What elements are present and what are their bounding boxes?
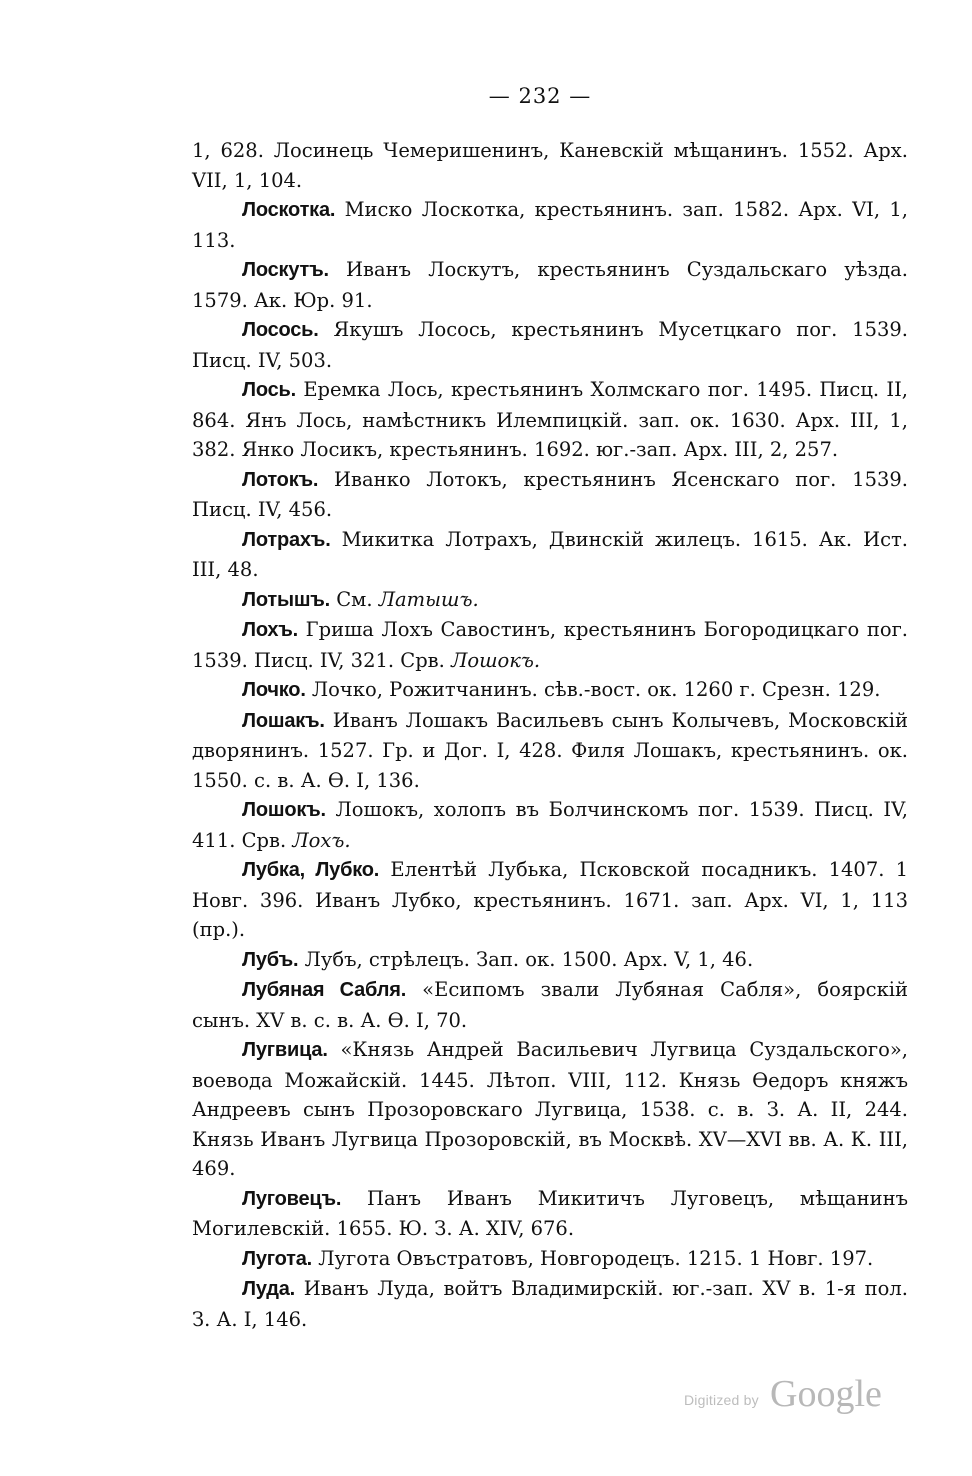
dictionary-entry <box>192 675 908 706</box>
entry-text: Лубъ, стрѣлецъ. Зап. ок. 1500. Арх. V, 1, 46. <box>304 947 754 971</box>
dictionary-entry <box>192 615 908 675</box>
entry-headword: Лошокъ. <box>242 799 326 821</box>
dictionary-entry <box>192 525 908 585</box>
entry-headword: Лубяная Сабля. <box>242 979 407 1001</box>
entry-text: См. <box>336 587 373 611</box>
entry-headword: Лубка, Лубко. <box>242 859 380 881</box>
entry-text: Миско Лоскотка, крестьянинъ. зап. 1582. Арх. VI, 1, 113. <box>192 198 908 252</box>
entry-headword: Луговецъ. <box>242 1187 342 1210</box>
entry-headword: Лохъ. <box>242 619 299 641</box>
digitization-watermark <box>684 1372 904 1422</box>
entry-headword: Лотокъ. <box>242 468 319 491</box>
dictionary-entry <box>192 1184 908 1244</box>
dictionary-entry <box>192 1035 908 1184</box>
dictionary-entry <box>192 255 908 315</box>
entry-headword: Луда. <box>242 1278 296 1300</box>
entry-headword: Лошакъ. <box>242 709 325 732</box>
entry-headword: Лось. <box>242 379 296 401</box>
entry-text: Панъ Иванъ Микитичъ Луговецъ, мѣщанинъ Могилевскій. 1655. Ю. З. А. XIV, 676. <box>192 1186 908 1240</box>
entry-text: Иванко Лотокъ, крестьянинъ Ясенскаго пог. 1539. Писц. IV, 456. <box>192 467 908 521</box>
cross-reference: Лохъ. <box>292 828 351 852</box>
entry-headword: Лугвица. <box>242 1039 328 1061</box>
dictionary-entry <box>192 315 908 375</box>
digitized-by-label: Digitized by <box>684 1392 759 1408</box>
entry-text: Лугота Овъстратовъ, Новгородецъ. 1215. 1 Новг. 197. <box>318 1246 874 1270</box>
dictionary-entry <box>192 945 908 976</box>
entry-text: Якушъ Лосось, крестьянинъ Мусетцкаго пог. 1539. Писц. IV, 503. <box>192 318 909 372</box>
dictionary-entry <box>192 585 908 616</box>
dictionary-entry <box>192 375 908 465</box>
entry-text: «Князь Андрей Васильевич Лугвица Суздальского», воевода Можайскій. 1445. Лѣтоп. VIII, 112. Князь Ѳедоръ княжъ Андреевъ сынъ Прозоровскаго Лугвица, 1538. с. в. З. А. II, 244. Князь Иванъ Лугвица Прозоровскій, въ Москвѣ. XV—XVI вв. А. К. III, 469. <box>192 1038 908 1180</box>
entry-text: Иванъ Лошакъ Васильевъ сынъ Колычевъ, Московскій дворянинъ. 1527. Гр. и Дог. I, 428. Филя Лошакъ, крестьянинъ. ок. 1550. с. в. А. Ѳ. I, 136. <box>192 708 908 792</box>
dictionary-entry <box>192 795 908 855</box>
entry-headword: Лосось. <box>242 319 319 341</box>
dictionary-entry <box>192 975 908 1035</box>
dictionary-entry <box>192 855 908 945</box>
entry-headword: Лоскотка. <box>242 199 336 221</box>
entry-headword: Лочко. <box>242 679 306 701</box>
cross-reference: Лошокъ. <box>451 648 541 672</box>
dictionary-entry <box>192 1244 908 1275</box>
entry-text: Елентѣй Лубька, Псковской посадникъ. 1407. 1 Новг. 396. Иванъ Лубко, крестьянинъ. 1671. зап. Арх. VI, 1, 113 (пр.). <box>192 858 909 941</box>
entry-text: Лочко, Рожитчанинъ. сѣв.-вост. ок. 1260 г. Срезн. 129. <box>311 678 881 701</box>
google-logo: Google <box>770 1373 882 1415</box>
entry-headword: Лотрахъ. <box>242 528 331 551</box>
dictionary-text <box>192 136 908 1334</box>
entry-headword: Лугота. <box>242 1247 313 1270</box>
page-number: — 232 — <box>488 84 592 108</box>
dictionary-entry <box>192 706 908 796</box>
entry-text: Микитка Лотрахъ, Двинскій жилецъ. 1615. Ак. Ист. III, 48. <box>192 527 908 581</box>
dictionary-entry <box>192 1274 908 1334</box>
entry-text: Гриша Лохъ Савостинъ, крестьянинъ Богородицкаго пог. 1539. Писц. IV, 321. Срв. <box>192 618 908 672</box>
entry-text: Иванъ Лоскутъ, крестьянинъ Суздальскаго уѣзда. 1579. Ак. Юр. 91. <box>192 258 908 312</box>
cross-reference: Латышъ. <box>378 587 479 611</box>
entry-text: Еремка Лось, крестьянинъ Холмскаго пог. 1495. Писц. II, 864. Янъ Лось, намѣстникъ Илемпицкій. зап. ок. 1630. Арх. III, 1, 382. Янко Лосикъ, крестьянинъ. 1692. юг.-зап. Арх. III, 2, 257. <box>192 378 908 461</box>
entry-text: Иванъ Луда, войтъ Владимирскій. юг.-зап. XV в. 1-я пол. З. А. I, 146. <box>192 1277 908 1331</box>
entry-text: «Есипомъ звали Лубяная Сабля», боярскій сынъ. XV в. с. в. А. Ѳ. I, 70. <box>192 978 908 1032</box>
entry-headword: Лотышъ. <box>242 588 331 611</box>
entry-headword: Лубъ. <box>242 948 299 971</box>
dictionary-entry <box>192 195 908 255</box>
entry-text: 1, 628. Лосинець Чемеришенинъ, Каневскій мѣщанинъ. 1552. Арх. VII, 1, 104. <box>192 139 908 192</box>
dictionary-entry <box>192 465 908 525</box>
dictionary-entry <box>192 136 908 195</box>
entry-text: Лошокъ, холопъ въ Болчинскомъ пог. 1539. Писц. IV, 411. Срв. <box>192 798 908 852</box>
entry-headword: Лоскутъ. <box>242 259 329 281</box>
